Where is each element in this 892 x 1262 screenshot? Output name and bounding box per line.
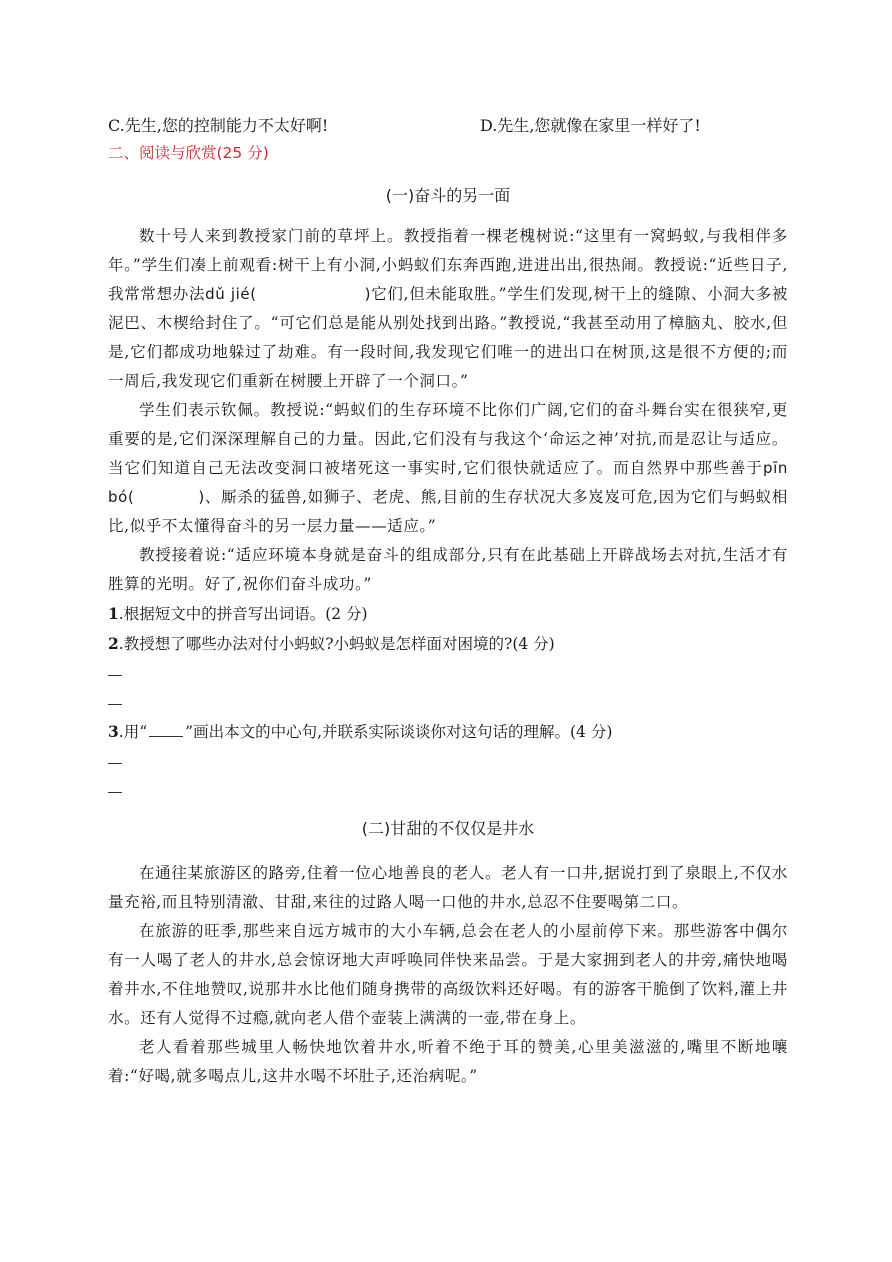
question-2-text: .教授想了哪些办法对付小蚂蚁?小蚂蚁是怎样面对困境的?(4 分) bbox=[118, 635, 555, 653]
answer-line[interactable] bbox=[108, 688, 788, 717]
option-d: D.先生,您就像在家里一样好了! bbox=[480, 116, 701, 135]
article-title-1: (一)奋斗的另一面 bbox=[385, 186, 511, 205]
question-3-number: 3 bbox=[108, 722, 119, 741]
question-1 bbox=[108, 599, 788, 629]
question-1-text: .根据短文中的拼音写出词语。(2 分) bbox=[118, 605, 368, 623]
question-3-text-post: ”画出本文的中心句,并联系实际谈谈你对这句话的理解。(4 分) bbox=[185, 723, 613, 741]
question-3 bbox=[108, 717, 788, 747]
article1-paragraph-3: 教授接着说:“适应环境本身就是奋斗的组成部分,只有在此基础上开辟战场去对抗,生活才有胜算的光明。好了,祝你们奋斗成功。” bbox=[108, 546, 788, 593]
answer-options-row bbox=[108, 112, 788, 140]
pinyin-pinbo: pīn bó( bbox=[108, 459, 788, 506]
answer-line[interactable] bbox=[108, 776, 788, 805]
page-content bbox=[108, 112, 788, 1091]
question-2 bbox=[108, 629, 788, 659]
pinyin-dujie: dǔ jié( bbox=[205, 285, 257, 303]
answer-line-mark bbox=[108, 763, 122, 764]
option-c: C.先生,您的控制能力不太好啊! bbox=[108, 116, 329, 135]
article1-p2-text-b: 、厮杀的猛兽,如狮子、老虎、熊,目前的生存状况大多岌岌可危,因为它们与蚂蚁相比,似乎不太懂得奋斗的另一层力量——适应。” bbox=[108, 488, 788, 535]
question-1-number: 1 bbox=[108, 604, 119, 623]
article2-paragraph-1: 在通往某旅游区的路旁,住着一位心地善良的老人。老人有一口井,据说打到了泉眼上,不仅水量充裕,而且特别清澈、甘甜,来往的过路人喝一口他的井水,总忍不住要喝第二口。 bbox=[108, 864, 788, 911]
question-2-number: 2 bbox=[108, 634, 119, 653]
underline-sample-mark bbox=[149, 722, 183, 737]
answer-line-mark bbox=[108, 704, 122, 705]
answer-line-mark bbox=[108, 675, 122, 676]
question-3-text-pre: .用“ bbox=[118, 723, 148, 741]
section-heading-reading: 二、阅读与欣赏(25 分) bbox=[108, 144, 269, 162]
article1-p2-text-a: 学生们表示钦佩。教授说:“蚂蚁们的生存环境不比你们广阔,它们的奋斗舞台实在很狭窄,更重要的是,它们深深理解自己的力量。因此,它们没有与我这个‘命运之神’对抗,而是忍让与适应。当它们知道自己无法改变洞口被堵死这一事实时,它们很快就适应了。而自然界中那些善于 bbox=[108, 401, 788, 477]
article1-p1-text-b: 它们,但未能取胜。”学生们发现,树干上的缝隙、小洞大多被泥巴、木楔给封住了。“可它们总是能从别处找到出路。”教授说,“我甚至动用了樟脑丸、胶水,但是,它们都成功地躲过了劫难。有一段时间,我发现它们唯一的进出口在树顶,这是很不方便的;而一周后,我发现它们重新在树腰上开辟了一个洞口。” bbox=[108, 285, 788, 390]
article-title-2: (二)甘甜的不仅仅是井水 bbox=[361, 819, 535, 838]
article2-paragraph-2: 在旅游的旺季,那些来自远方城市的大小车辆,总会在老人的小屋前停下来。那些游客中偶尔有一人喝了老人的井水,总会惊讶地大声呼唤同伴快来品尝。于是大家拥到老人的井旁,痛快地喝着井水,不住地赞叹,说那井水比他们随身携带的高级饮料还好喝。有的游客干脆倒了饮料,灌上井水。还有人觉得不过瘾,就向老人借个壶装上满满的一壶,带在身上。 bbox=[108, 922, 788, 1027]
pinyin-dujie-close: ) bbox=[364, 285, 372, 303]
article1-paragraph-2 bbox=[108, 396, 788, 541]
article2-paragraph-3: 老人看着那些城里人畅快地饮着井水,听着不绝于耳的赞美,心里美滋滋的,嘴里不断地嚷着:“好喝,就多喝点儿,这井水喝不坏肚子,还治病呢。” bbox=[108, 1038, 788, 1085]
pinyin-pinbo-close: ) bbox=[198, 488, 205, 506]
article1-paragraph-1 bbox=[108, 222, 788, 396]
answer-line[interactable] bbox=[108, 747, 788, 776]
answer-line-mark bbox=[108, 792, 122, 793]
answer-line[interactable] bbox=[108, 659, 788, 688]
article1-p1-text-a: 数十号人来到教授家门前的草坪上。教授指着一棵老槐树说:“这里有一窝蚂蚁,与我相伴多年。”学生们凑上前观看:树干上有小洞,小蚂蚁们东奔西跑,进进出出,很热闹。教授说:“近些日子,我常常想办法 bbox=[108, 227, 788, 303]
